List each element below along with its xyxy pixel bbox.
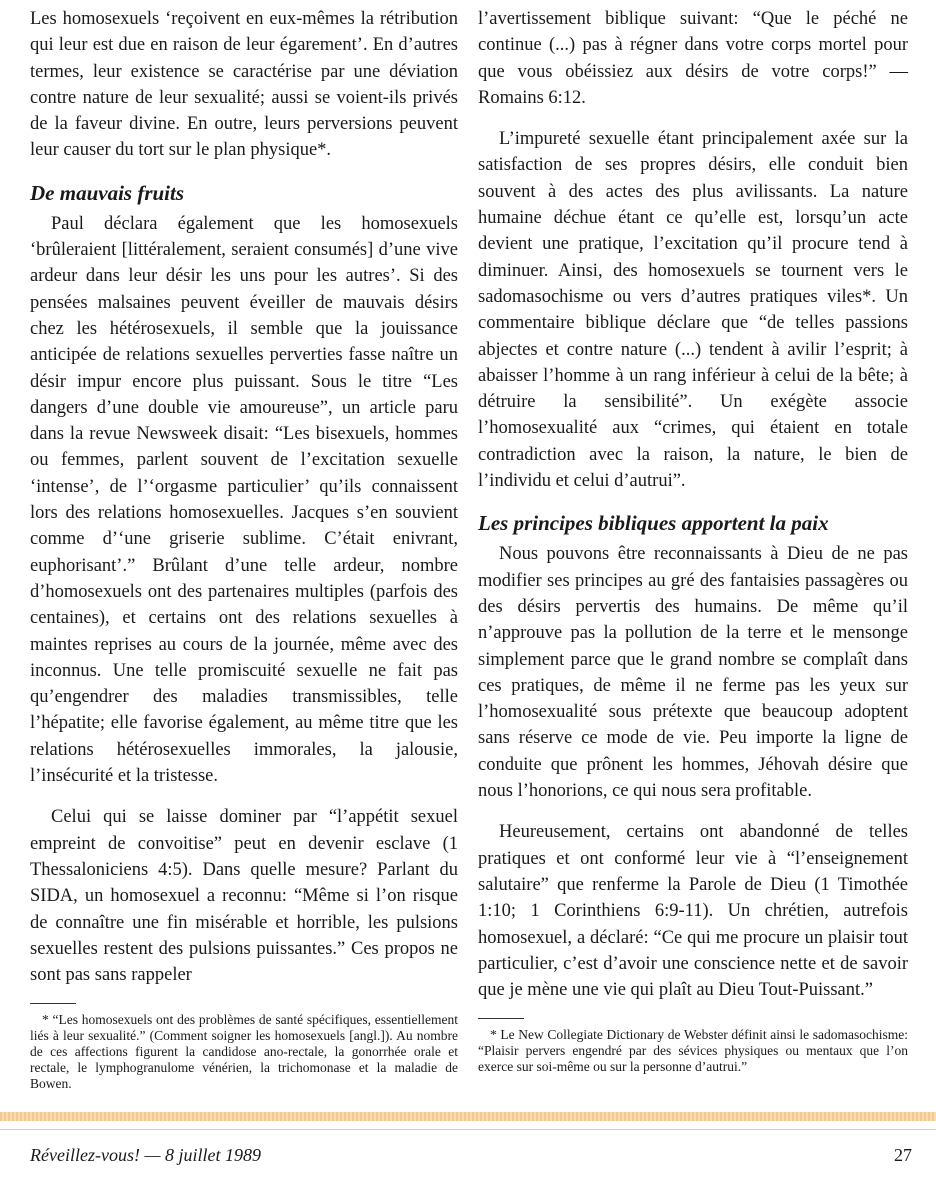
page-number: 27 [894, 1145, 912, 1165]
left-footnote: * “Les homosexuels ont des problèmes de santé spécifiques, essentiellement liés à leur sexualité.” (Comment soigner les homosexuels [angl.]). Au nombre de ces affections figurent la candidose ano-rectale, la gonorrhée orale et rectale, le lymphogranulome vénérien, la trichomonase et la maladie de Bowen. [30, 1012, 458, 1092]
right-paragraph-2: L’impureté sexuelle étant principalement axée sur la satisfaction de ses propres désirs, elle conduit bien souvent à des actes des plus avilissants. La nature humaine déchue étant ce qu’elle est, lorsqu’un acte devient une pratique, l’excitation qu’il procure tend à diminuer. Ainsi, des homosexuels se tournent vers le sadomasochisme ou vers d’autres pratiques viles*. Un commentaire biblique déclare que “de telles passions abjectes et contre nature (...) tendent à avilir l’esprit; à abaisser l’homme à un rang inférieur à celui de la bête; à détruire la sensibilité”. Un exégète associe l’homosexualité aux “crimes, qui étaient en totale contradiction avec la raison, la nature, le bien de l’individu et celui d’autrui”. [478, 129, 908, 492]
right-paragraph-1: l’avertissement biblique suivant: “Que le péché ne continue (...) pas à régner dans votre corps mortel pour que vous obéissiez aux désirs de votre corps!” — Romains 6:12. [478, 9, 908, 108]
right-column [478, 6, 908, 1075]
left-paragraph-2: Paul déclara également que les homosexuels ‘brûleraient [littéralement, seraient consumés] d’une vive ardeur dans leur désir les uns pour les autres’. Si des pensées malsaines peuvent éveiller de mauvais désirs chez les hétérosexuels, il semble que la jouissance anticipée de relations sexuelles perverties fasse naître un désir impur encore plus puissant. Sous le titre “Les dangers d’une double vie amoureuse”, un article paru dans la revue Newsweek disait: “Les bisexuels, hommes ou femmes, parlent souvent de l’excitation sexuelle ‘intense’, de l’‘orgasme particulier’ qu’ils connaissent lors des relations homosexuelles. Jacques s’en souvient comme d’‘une griserie sublime. C’était enivrant, euphorisant’.” Brûlant d’une telle ardeur, nombre d’homosexuels ont des partenaires multiples (parfois des centaines), et certains ont des relations sexuelles à maintes reprises au cours de la journée, même avec des inconnus. Une telle promiscuité sexuelle ne fait pas qu’engendrer des maladies transmissibles, telle l’hépatite; elle favorise également, au même titre que les relations hétérosexuelles immorales, la jalousie, l’insécurité et la tristesse. [30, 213, 458, 787]
publication-title: Réveillez-vous! — 8 juillet 1989 [30, 1145, 261, 1165]
right-paragraph-4: Heureusement, certains ont abandonné de telles pratiques et ont conformé leur vie à “l’enseignement salutaire” que renferme la Parole de Dieu (1 Timothée 1:10; 1 Corinthiens 6:9-11). Un chrétien, autrefois homosexuel, a déclaré: “Ce qui me procure un plaisir tout particulier, c’est d’avoir une conscience nette et de savoir que je mène une vie qui plaît au Dieu Tout-Puissant.” [478, 822, 908, 1001]
left-column [30, 6, 458, 1092]
left-paragraph-1: Les homosexuels ‘reçoivent en eux-mêmes la rétribution qui leur est due en raison de leur égarement’. En d’autres termes, leur existence se caractérise par une déviation contre nature de leur sexualité; aussi se voient-ils privés de la faveur divine. En outre, leurs perversions peuvent leur causer du tort sur le plan physique*. [30, 9, 458, 161]
left-paragraph-3: Celui qui se laisse dominer par “l’appétit sexuel empreint de convoitise” peut en devenir esclave (1 Thessaloniciens 4:5). Dans quelle mesure? Parlant du SIDA, un homosexuel a reconnu: “Même si l’on risque de connaître une fin misérable et horrible, les pulsions sexuelles restent des pulsions puissantes.” Ces propos ne sont pas sans rappeler [30, 807, 458, 986]
footer-decorative-bar [0, 1112, 936, 1121]
right-footnote: * Le New Collegiate Dictionary de Webster définit ainsi le sadomasochisme: “Plaisir pervers engendré par des sévices physiques ou mentaux que l’on exerce sur soi-même ou sur la personne d’autrui.” [478, 1027, 908, 1075]
footer-divider [0, 1129, 936, 1130]
footnote-rule [30, 1003, 76, 1004]
section-heading-principes-bibliques: Les principes bibliques apportent la paix [478, 511, 829, 536]
right-paragraph-3: Nous pouvons être reconnaissants à Dieu de ne pas modifier ses principes au gré des fantaisies passagères ou des désirs pervertis des humains. De même qu’il n’approuve pas la pollution de la terre et le mensonge simplement parce que le grand nombre se complaît dans ces pratiques, de même il ne ferme pas les yeux sur l’homosexualité sous prétexte que beaucoup adoptent sans réserve ce mode de vie. Peu importe la ligne de conduite que prônent les hommes, Jéhovah désire que nous l’honorions, ce qui nous sera profitable. [478, 544, 908, 802]
footnote-rule [478, 1018, 524, 1019]
section-heading-mauvais-fruits: De mauvais fruits [30, 180, 185, 205]
